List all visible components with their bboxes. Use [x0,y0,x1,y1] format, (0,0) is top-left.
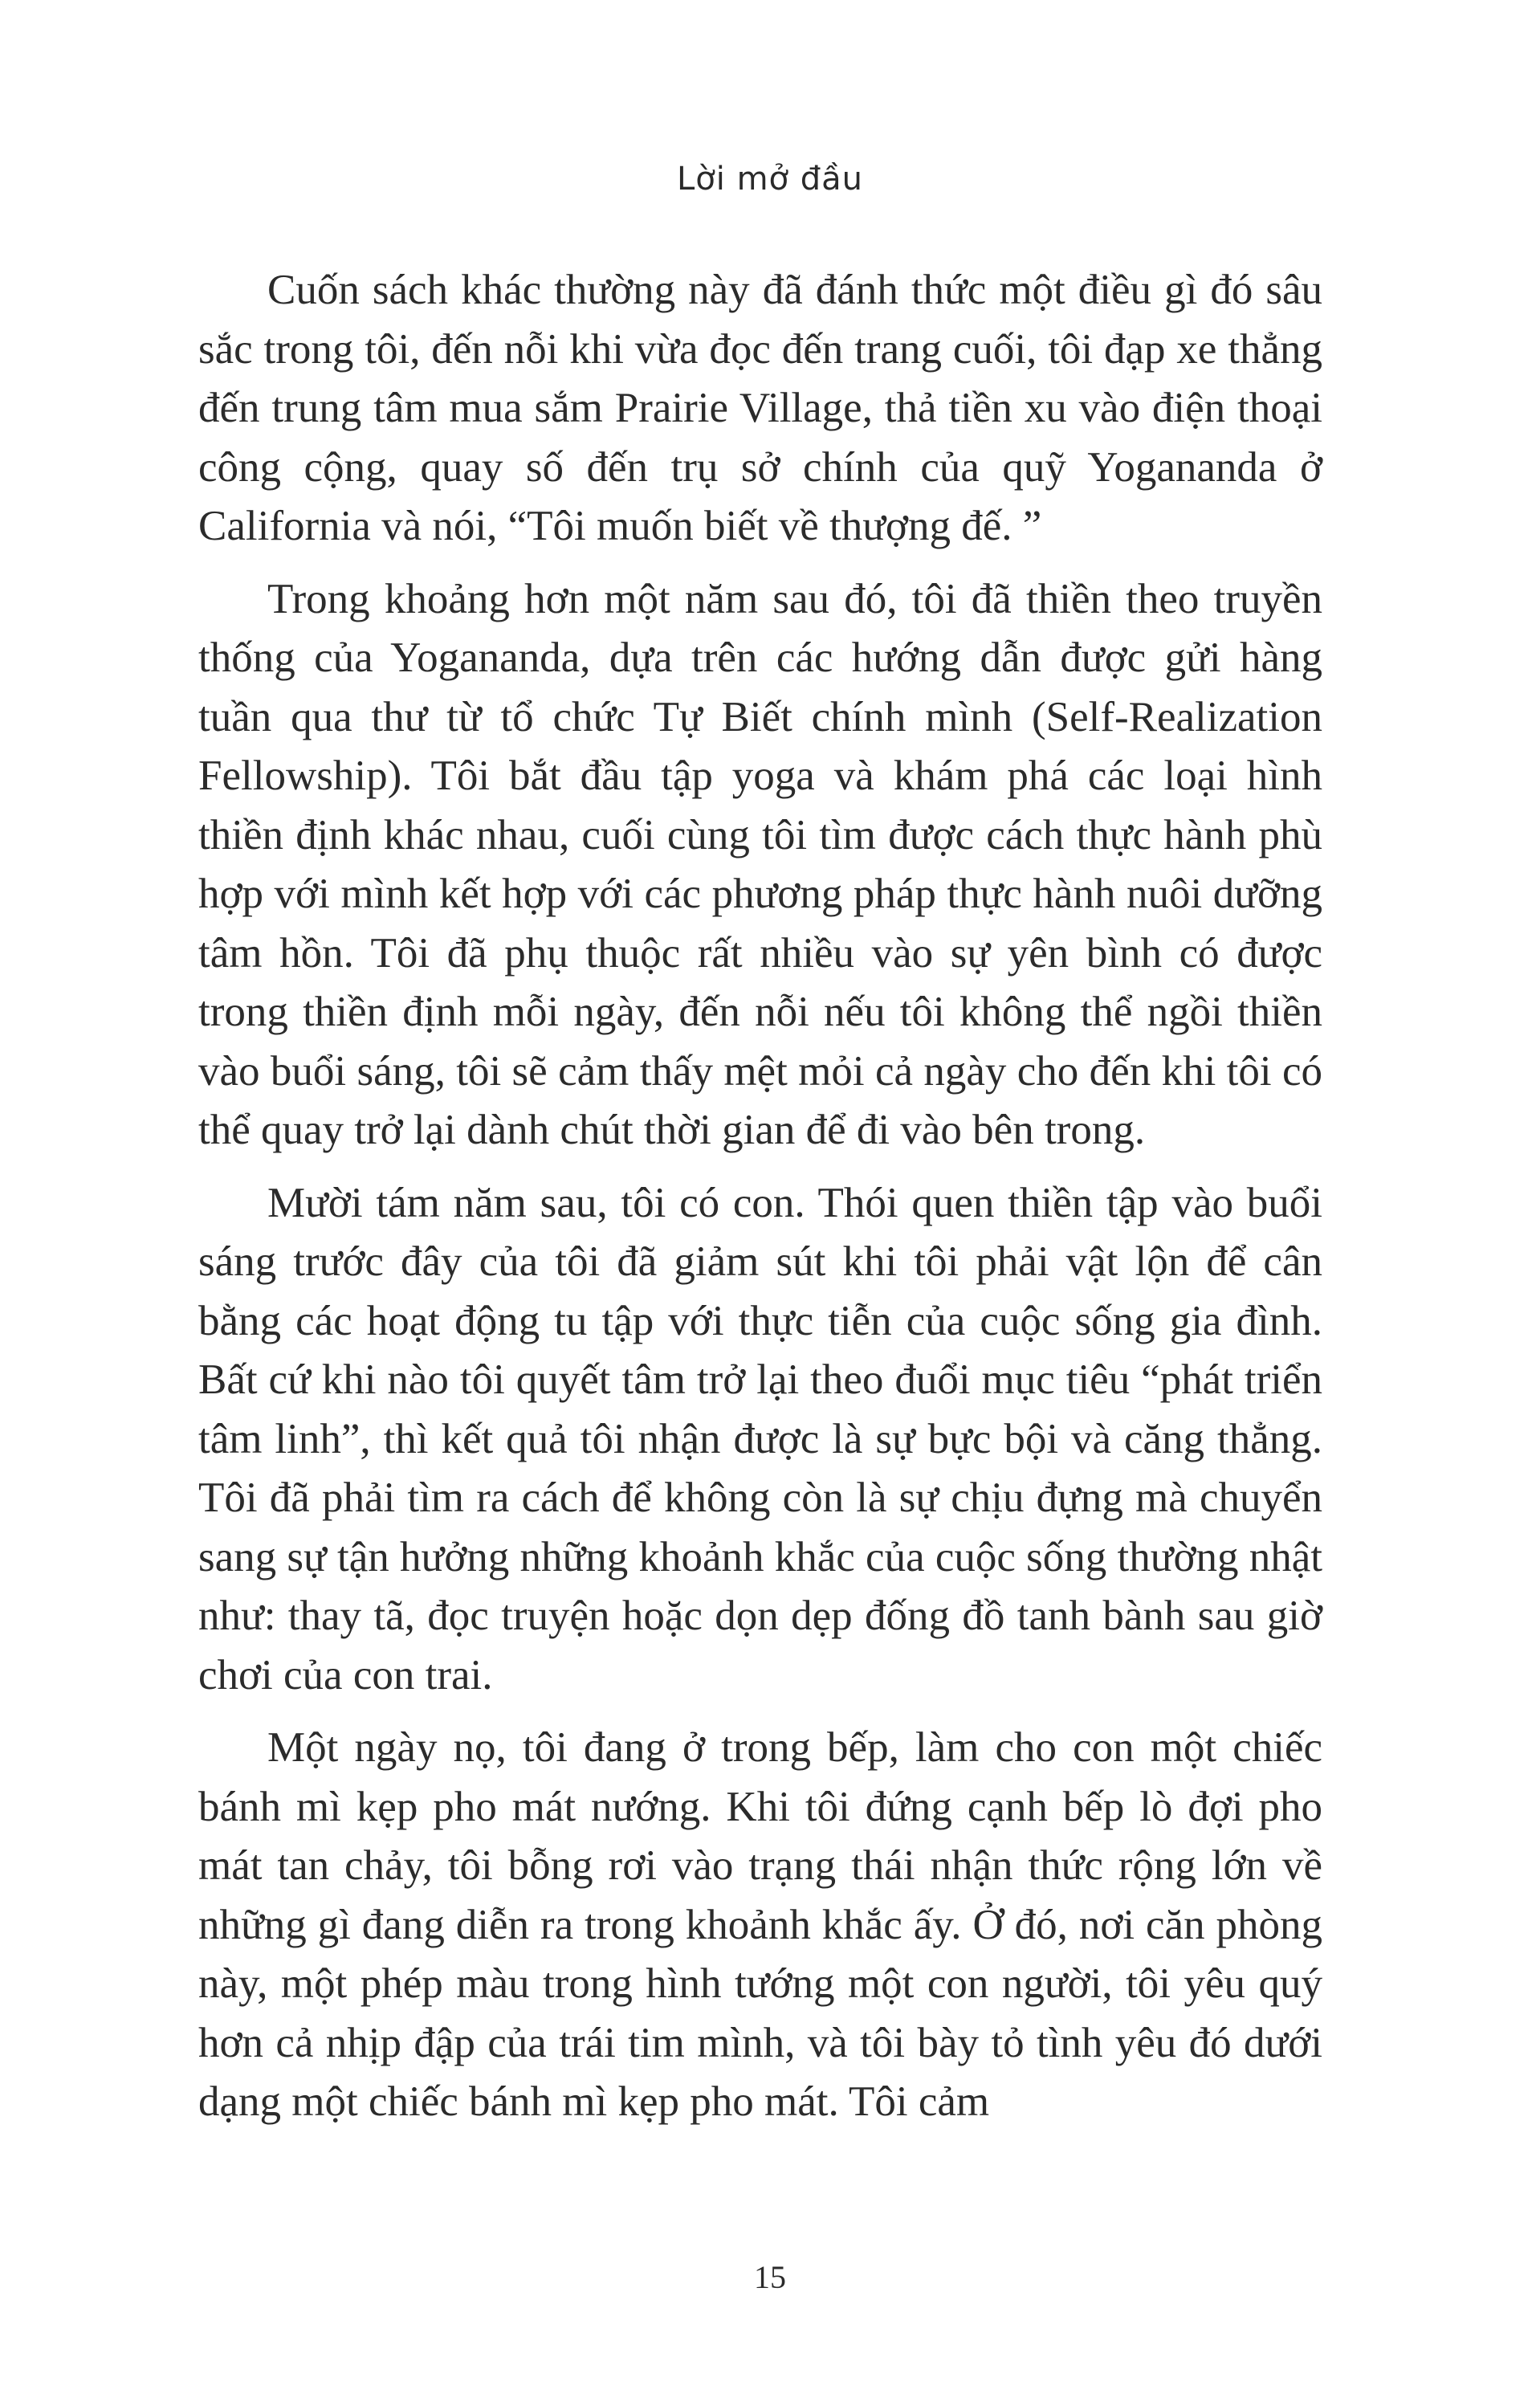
paragraph-1: Cuốn sách khác thường này đã đánh thức một điều gì đó sâu sắc trong tôi, đến nỗi khi vừa đọc đến trang cuối, tôi đạp xe thẳng đến trung tâm mua sắm Prairie Village, thả tiền xu vào điện thoại công cộng, quay số đến trụ sở chính của quỹ Yogananda ở California và nói, “Tôi muốn biết về thượng đế. ” [198,267,1322,549]
paragraph-3: Mười tám năm sau, tôi có con. Thói quen thiền tập vào buổi sáng trước đây của tôi đã giảm sút khi tôi phải vật lộn để cân bằng các hoạt động tu tập với thực tiễn của cuộc sống gia đình. Bất cứ khi nào tôi quyết tâm trở lại theo đuổi mục tiêu “phát triển tâm linh”, thì kết quả tôi nhận được là sự bực bội và căng thẳng. Tôi đã phải tìm ra cách để không còn là sự chịu đựng mà chuyển sang sự tận hưởng những khoảnh khắc của cuộc sống thường nhật như: thay tã, đọc truyện hoặc dọn dẹp đống đồ tanh bành sau giờ chơi của con trai. [198,1179,1322,1699]
page-number: 15 [754,2259,786,2295]
running-head: Lời mở đầu [677,161,863,198]
paragraph-2: Trong khoảng hơn một năm sau đó, tôi đã thiền theo truyền thống của Yogananda, dựa trên các hướng dẫn được gửi hàng tuần qua thư từ tổ chức Tự Biết chính mình (Self-Realization Fellowship). Tôi bắt đầu tập yoga và khám phá các loại hình thiền định khác nhau, cuối cùng tôi tìm được cách thực hành phù hợp với mình kết hợp với các phương pháp thực hành nuôi dưỡng tâm hồn. Tôi đã phụ thuộc rất nhiều vào sự yên bình có được trong thiền định mỗi ngày, đến nỗi nếu tôi không thể ngồi thiền vào buổi sáng, tôi sẽ cảm thấy mệt mỏi cả ngày cho đến khi tôi có thể quay trở lại dành chút thời gian để đi vào bên trong. [198,575,1322,1153]
body-text [198,261,1322,2146]
paragraph-4: Một ngày nọ, tôi đang ở trong bếp, làm cho con một chiếc bánh mì kẹp pho mát nướng. Khi tôi đứng cạnh bếp lò đợi pho mát tan chảy, tôi bỗng rơi vào trạng thái nhận thức rộng lớn về những gì đang diễn ra trong khoảnh khắc ấy. Ở đó, nơi căn phòng này, một phép màu trong hình tướng một con người, tôi yêu quý hơn cả nhịp đập của trái tim mình, và tôi bày tỏ tình yêu đó dưới dạng một chiếc bánh mì kẹp pho mát. Tôi cảm [198,1724,1322,2125]
